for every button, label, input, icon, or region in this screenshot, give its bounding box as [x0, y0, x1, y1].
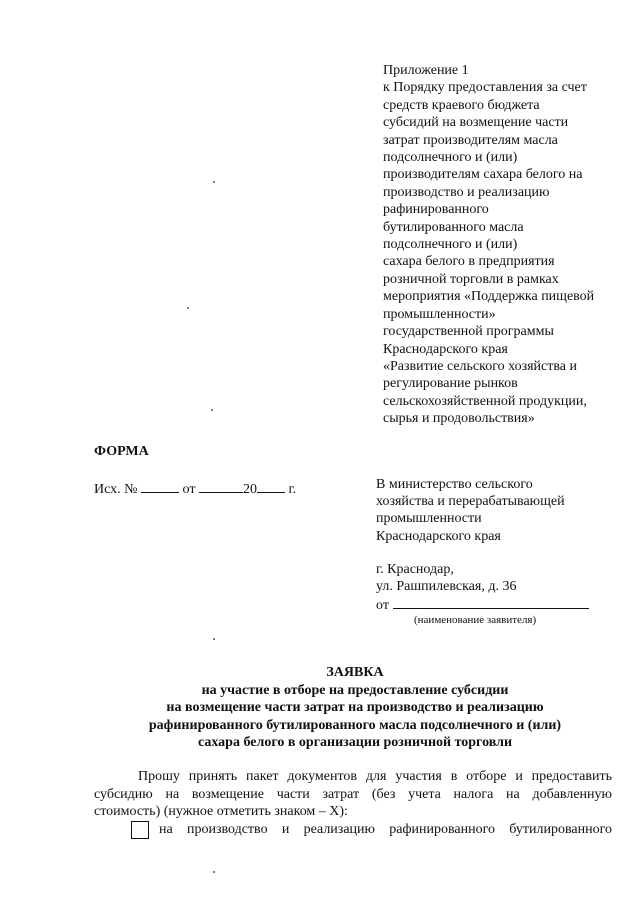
appendix-line: сахара белого в предприятия	[383, 254, 555, 270]
applicant-name-blank	[393, 595, 589, 609]
reference-date-blank	[199, 479, 243, 493]
appendix-line: государственной программы	[383, 324, 554, 340]
title-line: рафинированного бутилированного масла подсолнечного и (или)	[148, 717, 562, 733]
title-line: сахара белого в организации розничной торговли	[197, 735, 513, 751]
appendix-block	[383, 62, 594, 428]
paragraph-line: стоимость) (нужное отметить знаком – Х):	[94, 804, 348, 820]
title-line: ЗАЯВКА	[326, 665, 384, 680]
appendix-line: Краснодарского края	[383, 341, 508, 357]
appendix-line: затрат производителям масла	[383, 132, 558, 148]
appendix-line: рафинированного	[383, 202, 489, 218]
appendix-line: промышленности»	[383, 306, 496, 322]
appendix-line: производство и реализацию	[383, 184, 550, 200]
scan-speck	[211, 409, 213, 411]
appendix-line: мероприятия «Поддержка пищевой	[383, 289, 595, 305]
scan-speck	[213, 638, 215, 640]
reference-year-prefix: 20	[242, 482, 257, 497]
reference-number-blank	[141, 479, 179, 493]
appendix-line: регулирование рынков	[383, 376, 518, 392]
appendix-line: розничной торговли в рамках	[383, 271, 559, 287]
addressee-line: В министерство сельского	[376, 477, 533, 492]
appendix-line: средств краевого бюджета	[383, 97, 540, 113]
outgoing-reference	[94, 479, 296, 498]
addressee-line: промышленности	[376, 511, 482, 527]
reference-year-blank	[257, 479, 285, 493]
form-label: ФОРМА	[94, 444, 149, 459]
scan-speck	[213, 181, 215, 183]
option-checkbox[interactable]	[131, 821, 149, 839]
addressee-block	[376, 476, 589, 614]
appendix-line: подсолнечного и (или)	[383, 237, 518, 253]
scan-speck	[213, 871, 215, 873]
appendix-line: «Развитие сельского хозяйства и	[383, 358, 578, 374]
applicant-from-label: от	[376, 598, 389, 614]
addressee-line: хозяйства и перерабатывающей	[376, 494, 565, 510]
title-line: на возмещение части затрат на производство и реализацию	[166, 700, 544, 716]
appendix-line: Приложение 1	[383, 63, 469, 78]
paragraph-line: субсидию на возмещение части затрат (без учета налога на добавленную	[94, 786, 612, 802]
addressee-line: Краснодарского края	[376, 528, 501, 544]
addressee-street: ул. Рашпилевская, д. 36	[376, 579, 517, 595]
addressee-city: г. Краснодар,	[376, 561, 454, 577]
option-label: на производство и реализацию рафинированного бутилированного	[159, 822, 612, 837]
checkbox-option-row[interactable]	[131, 820, 612, 842]
title-line: на участие в отборе на предоставление субсидии	[201, 682, 509, 698]
scan-speck	[187, 307, 189, 309]
reference-number-label: Исх. №	[94, 482, 138, 497]
application-title	[90, 664, 620, 752]
appendix-line: сырья и продовольствия»	[383, 411, 535, 427]
reference-year-suffix: г.	[288, 482, 297, 497]
body-paragraph	[94, 768, 612, 821]
appendix-line: подсолнечного и (или)	[383, 150, 518, 166]
reference-date-label: от	[182, 482, 196, 497]
paragraph-line: Прошу принять пакет документов для участия в отборе и предоставить	[138, 769, 612, 784]
appendix-line: субсидий на возмещение части	[383, 115, 569, 131]
appendix-line: бутилированного масла	[383, 219, 524, 235]
appendix-line: производителям сахара белого на	[383, 167, 583, 183]
appendix-line: к Порядку предоставления за счет	[383, 80, 587, 96]
applicant-caption: (наименование заявителя)	[414, 614, 537, 626]
appendix-line: сельскохозяйственной продукции,	[383, 393, 587, 409]
applicant-from-row	[376, 595, 589, 614]
